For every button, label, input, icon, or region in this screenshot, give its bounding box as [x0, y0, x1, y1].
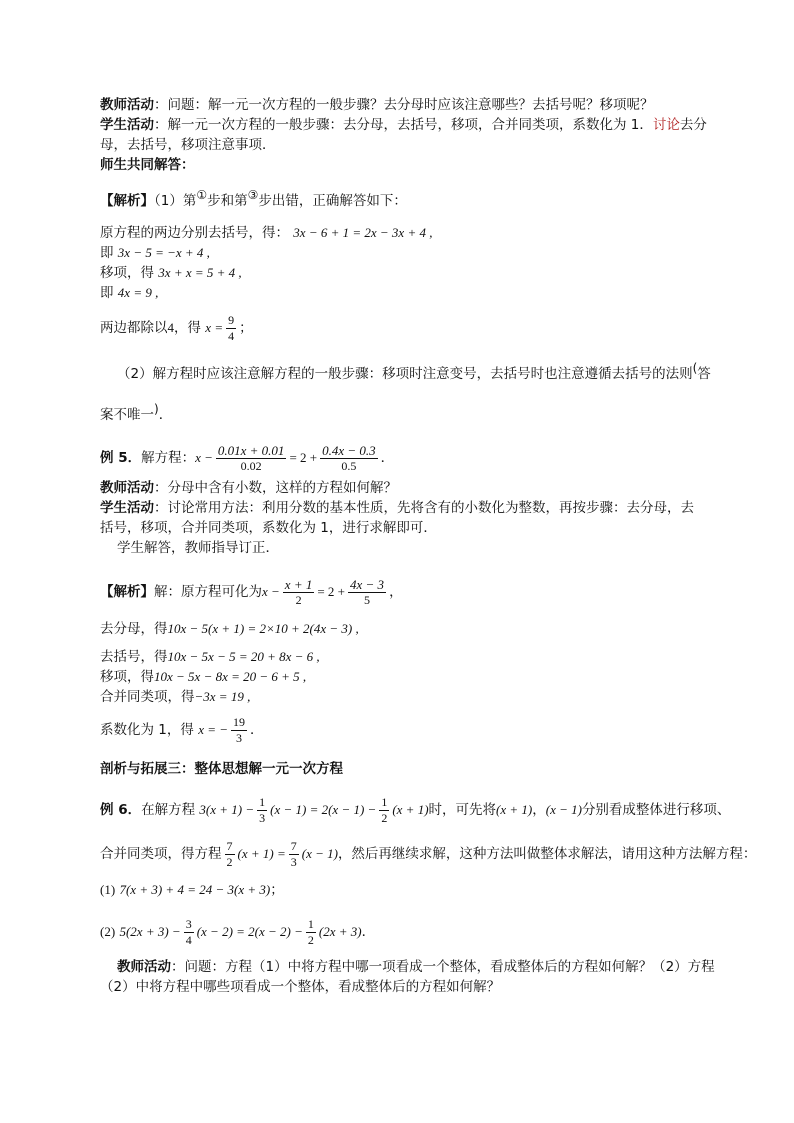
text: ：分母中含有小数，这样的方程如何解？	[154, 480, 397, 496]
fraction	[257, 795, 267, 826]
text: ：问题：解一元一次方程的一般步骤？去分母时应该注意哪些？去括号呢？移项呢？	[154, 97, 654, 113]
text: ：问题：方程（1）中将方程中哪一项看成一个整体，看成整体后的方程如何解？（2）方程	[171, 959, 715, 975]
text: 在解方程	[141, 802, 196, 818]
text: 解方程：	[141, 450, 196, 466]
text: 即	[100, 245, 114, 261]
equation: 3x − 6 + 1 = 2x − 3x + 4 ,	[293, 225, 433, 240]
fraction	[225, 839, 235, 870]
text: 步和第	[207, 193, 248, 209]
equation-part: (x + 1) =	[237, 846, 286, 861]
label: 【解析】	[100, 584, 154, 600]
text: 系数化为 1，得	[100, 722, 194, 738]
teacher-activity-6-cont: （2）中将方程中哪些项看成一个整体，看成整体后的方程如何解？	[100, 979, 501, 995]
equation: 10x − 5x − 5 = 20 + 8x − 6 ,	[167, 649, 320, 664]
teacher-activity-6	[117, 958, 715, 976]
teacher-activity-1	[100, 96, 654, 114]
solve-step-5	[100, 712, 264, 748]
text: （2）解方程时应该注意解方程的一般步骤：移项时注意变号，去括号时也注意遵循去括号的法则	[117, 366, 693, 382]
denominator: 3	[259, 810, 266, 825]
equation-part: (2x + 3)	[318, 924, 362, 939]
variable: x −	[262, 584, 280, 599]
equation-part: 5(2x + 3) −	[119, 924, 181, 939]
text: ，得	[174, 320, 201, 336]
text: 去分母，得	[100, 621, 168, 637]
denominator: 2	[295, 592, 302, 607]
solve-step-4	[100, 688, 250, 706]
fraction	[306, 917, 316, 948]
equation: 10x − 5x − 8x = 20 − 6 + 5 ,	[154, 669, 307, 684]
text: ：讨论常用方法：利用分数的基本性质，先将含有的小数化为整数，再按步骤：去分母，去	[154, 500, 694, 516]
equation: 4x = 9 ,	[117, 285, 159, 300]
numerator: 1	[307, 916, 314, 931]
denominator: 0.5	[341, 458, 357, 473]
text: 解：原方程可化为	[154, 584, 262, 600]
text: （1）第	[154, 193, 197, 209]
denominator: 5	[364, 592, 371, 607]
denominator: 0.02	[240, 458, 262, 473]
denominator: 2	[307, 932, 314, 947]
group: (x + 1)	[496, 802, 533, 817]
fraction	[216, 443, 287, 474]
text: 原方程的两边分别去括号，得：	[100, 225, 289, 241]
denominator: 4	[185, 932, 192, 947]
step-5	[100, 310, 253, 346]
text: ，	[532, 802, 546, 818]
text: ：解一元一次方程的一般步骤：去分母，去括号，移项，合并同类项，系数化为 1．	[154, 117, 653, 133]
text: ．	[250, 722, 264, 738]
numerator: 1	[259, 794, 266, 809]
fraction	[226, 313, 236, 344]
equation: −3x = 19 ,	[194, 689, 251, 704]
solve-step-3	[100, 668, 306, 686]
equation: 10x − 5(x + 1) = 2×10 + 2(4x − 3) ,	[167, 621, 359, 636]
student-solve-note: 学生解答，教师指导订正．	[117, 540, 279, 556]
joint-answer-heading: 师生共同解答：	[100, 157, 195, 173]
equation-part: = 2 +	[317, 584, 346, 599]
label: 例 6．	[100, 802, 142, 818]
numerator: 3	[185, 916, 192, 931]
example-5	[100, 440, 394, 476]
label: (2)	[100, 924, 116, 939]
text: ．	[380, 450, 395, 466]
text: 合并同类项，得方程	[100, 846, 222, 862]
denominator: 4	[228, 328, 235, 343]
denominator: 3	[290, 854, 297, 869]
fraction	[289, 839, 299, 870]
equation-part: = 2 +	[289, 450, 318, 465]
text: ，	[389, 584, 403, 600]
fraction	[231, 715, 247, 746]
example-6-cont	[100, 834, 756, 874]
text: 案不唯一	[100, 407, 154, 423]
fraction	[348, 577, 386, 608]
text: 两边都除以	[100, 320, 168, 336]
numerator: x + 1	[284, 576, 313, 592]
equation: 7(x + 3) + 4 = 24 − 3(x + 3)	[119, 882, 271, 897]
label: 学生活动	[100, 500, 154, 516]
tail: 去分	[679, 117, 707, 133]
paren: )	[154, 402, 159, 416]
text: 移项，得	[100, 265, 154, 281]
equation-part: 3(x + 1) −	[199, 802, 255, 817]
step-1	[100, 224, 432, 242]
equation: 3x − 5 = −x + 4 ,	[117, 245, 210, 260]
text: 分别看成整体进行移项、	[581, 802, 731, 818]
denominator: 2	[381, 810, 388, 825]
equation-part: (x − 1) = 2(x − 1) −	[270, 802, 377, 817]
numerator: 19	[233, 714, 246, 729]
analysis-1	[100, 188, 407, 210]
denominator: 3	[236, 730, 243, 745]
numerator: 9	[228, 312, 235, 327]
fraction	[283, 577, 315, 608]
numerator: 4x − 3	[350, 576, 385, 592]
label: 例 5．	[100, 450, 142, 466]
text: ．	[158, 407, 173, 423]
equation-part: (x + 1)	[392, 802, 429, 817]
red-text: 讨论	[652, 117, 680, 133]
variable: x −	[195, 450, 213, 465]
paren: (	[692, 361, 698, 375]
label: 教师活动	[117, 959, 171, 975]
solve-step-2	[100, 648, 320, 666]
numerator: 7	[290, 838, 297, 853]
text: 合并同类项，得	[100, 689, 195, 705]
text: 即	[100, 285, 114, 301]
text: 步出错，正确解答如下：	[258, 193, 407, 209]
numerator: 0.01x + 0.01	[217, 442, 285, 458]
text: 答	[697, 366, 711, 382]
numerator: 7	[226, 838, 233, 853]
text: 去括号，得	[100, 649, 168, 665]
label: (1)	[100, 882, 116, 897]
numerator: 1	[381, 794, 388, 809]
student-activity-1	[100, 116, 707, 134]
label: 教师活动	[100, 480, 154, 496]
equation: 3x + x = 5 + 4 ,	[158, 265, 242, 280]
text: ，然后再继续求解，这种方法叫做整体求解法，请用这种方法解方程：	[337, 846, 757, 862]
label: 学生活动	[100, 117, 154, 133]
group: (x − 1)	[545, 802, 582, 817]
student-activity-1-cont: 母，去括号，移项注意事项．	[100, 137, 276, 153]
text: 时，可先将	[428, 802, 497, 818]
equation-part: (x − 1)	[301, 846, 338, 861]
step-3	[100, 264, 242, 282]
teacher-activity-5	[100, 479, 397, 497]
variable: x = −	[198, 722, 229, 737]
text: ．	[361, 924, 376, 940]
section-heading-3: 剖析与拓展三：整体思想解一元一次方程	[100, 761, 343, 777]
equation-part: (x − 2) = 2(x − 2) −	[196, 924, 303, 939]
student-activity-5-cont: 括号，移项，合并同类项，系数化为 1，进行求解即可．	[100, 520, 437, 536]
student-activity-5	[100, 499, 694, 517]
fraction	[320, 443, 378, 474]
text: 移项，得	[100, 669, 154, 685]
step-4	[100, 284, 158, 302]
text: ；	[239, 320, 253, 336]
label: 【解析】	[100, 193, 154, 209]
fraction	[379, 795, 389, 826]
denominator: 2	[226, 854, 233, 869]
numerator: 0.4x − 0.3	[322, 442, 376, 458]
equation-1	[100, 881, 284, 899]
circled-1: ①	[196, 188, 208, 202]
step-2	[100, 244, 210, 262]
equation-2	[100, 912, 375, 952]
analysis-5	[100, 572, 403, 612]
text: ；	[270, 882, 284, 898]
label: 教师活动	[100, 97, 154, 113]
variable: x =	[205, 320, 224, 335]
example-6	[100, 790, 730, 830]
answer-2-cont	[100, 402, 173, 424]
circled-3: ③	[247, 188, 259, 202]
number: 4	[167, 320, 174, 335]
answer-2	[117, 361, 711, 383]
fraction	[184, 917, 194, 948]
solve-step-1	[100, 620, 359, 638]
